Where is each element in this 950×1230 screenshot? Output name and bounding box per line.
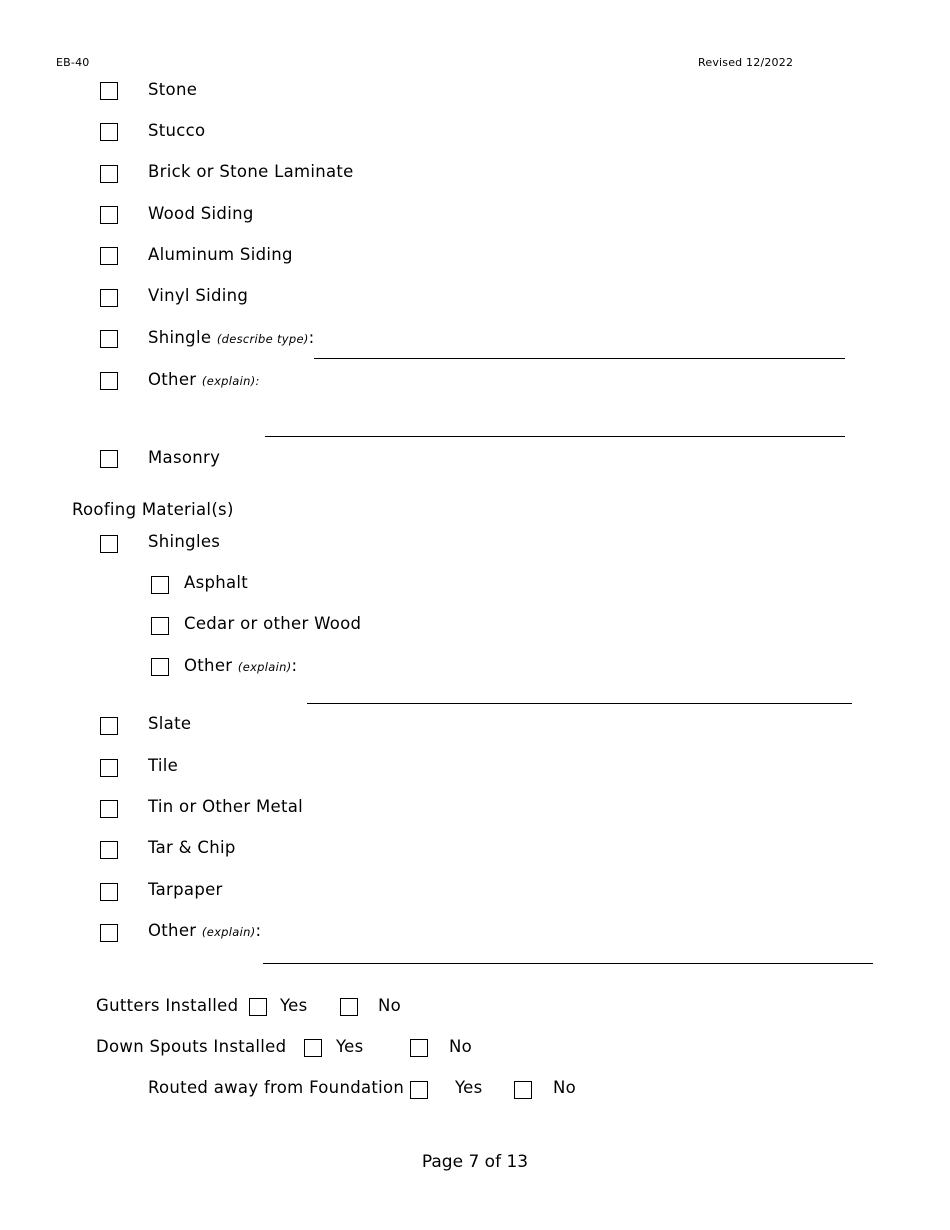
routed-yes-label: Yes (455, 1078, 483, 1097)
vinyl-siding-label: Vinyl Siding (148, 286, 249, 305)
downspouts-label: Down Spouts Installed (96, 1037, 287, 1056)
routed-label: Routed away from Foundation (148, 1078, 405, 1097)
tarpaper-checkbox[interactable] (100, 883, 118, 901)
other-wall-note: (explain): (201, 374, 260, 388)
downspouts-yes-label: Yes (336, 1037, 364, 1056)
stucco-checkbox[interactable] (100, 123, 118, 141)
downspouts-yes-checkbox[interactable] (304, 1039, 322, 1057)
roofing-section-title: Roofing Material(s) (72, 500, 234, 519)
shingle-checkbox[interactable] (100, 330, 118, 348)
shingle-label (148, 328, 315, 347)
masonry-label: Masonry (148, 448, 221, 467)
other-shingle-note: (explain) (237, 660, 292, 674)
wood-siding-checkbox[interactable] (100, 206, 118, 224)
shingle-text: Shingle (148, 328, 212, 347)
tarpaper-label: Tarpaper (148, 880, 223, 899)
other-roofing-text: Other (148, 921, 197, 940)
masonry-checkbox[interactable] (100, 450, 118, 468)
other-shingle-checkbox[interactable] (151, 658, 169, 676)
shingles-checkbox[interactable] (100, 535, 118, 553)
shingle-type-input[interactable] (314, 358, 845, 359)
page-number: Page 7 of 13 (421, 1152, 529, 1172)
vinyl-siding-checkbox[interactable] (100, 289, 118, 307)
other-wall-text: Other (148, 370, 197, 389)
shingle-colon: : (308, 328, 315, 347)
other-roofing-explain-input[interactable] (263, 963, 873, 964)
slate-label: Slate (148, 714, 192, 733)
other-shingle-label (184, 656, 297, 675)
cedar-wood-checkbox[interactable] (151, 617, 169, 635)
other-roofing-note: (explain) (201, 925, 256, 939)
other-shingle-explain-input[interactable] (307, 703, 852, 704)
other-wall-label (148, 370, 260, 389)
tile-checkbox[interactable] (100, 759, 118, 777)
tar-chip-label: Tar & Chip (148, 838, 236, 857)
downspouts-no-label: No (449, 1037, 473, 1056)
other-wall-explain-input[interactable] (265, 436, 845, 437)
other-roofing-colon: : (255, 921, 262, 940)
downspouts-no-checkbox[interactable] (410, 1039, 428, 1057)
routed-no-label: No (553, 1078, 577, 1097)
tar-chip-checkbox[interactable] (100, 841, 118, 859)
gutters-yes-checkbox[interactable] (249, 998, 267, 1016)
brick-or-stone-laminate-checkbox[interactable] (100, 165, 118, 183)
gutters-yes-label: Yes (280, 996, 308, 1015)
other-roofing-label (148, 921, 261, 940)
gutters-no-checkbox[interactable] (340, 998, 358, 1016)
routed-yes-checkbox[interactable] (410, 1081, 428, 1099)
other-shingle-text: Other (184, 656, 233, 675)
tin-metal-label: Tin or Other Metal (148, 797, 304, 816)
asphalt-checkbox[interactable] (151, 576, 169, 594)
aluminum-siding-checkbox[interactable] (100, 247, 118, 265)
gutters-no-label: No (378, 996, 402, 1015)
other-roofing-checkbox[interactable] (100, 924, 118, 942)
brick-or-stone-laminate-label: Brick or Stone Laminate (148, 162, 354, 181)
revised-date: Revised 12/2022 (698, 56, 794, 69)
other-wall-checkbox[interactable] (100, 372, 118, 390)
stucco-label: Stucco (148, 121, 206, 140)
shingles-label: Shingles (148, 532, 221, 551)
shingle-note: (describe type) (216, 332, 309, 346)
cedar-wood-label: Cedar or other Wood (184, 614, 362, 633)
other-shingle-colon: : (291, 656, 298, 675)
routed-no-checkbox[interactable] (514, 1081, 532, 1099)
gutters-label: Gutters Installed (96, 996, 239, 1015)
stone-label: Stone (148, 80, 198, 99)
asphalt-label: Asphalt (184, 573, 249, 592)
slate-checkbox[interactable] (100, 717, 118, 735)
tin-metal-checkbox[interactable] (100, 800, 118, 818)
aluminum-siding-label: Aluminum Siding (148, 245, 293, 264)
tile-label: Tile (148, 756, 179, 775)
stone-checkbox[interactable] (100, 82, 118, 100)
wood-siding-label: Wood Siding (148, 204, 254, 223)
form-id: EB-40 (56, 56, 90, 69)
